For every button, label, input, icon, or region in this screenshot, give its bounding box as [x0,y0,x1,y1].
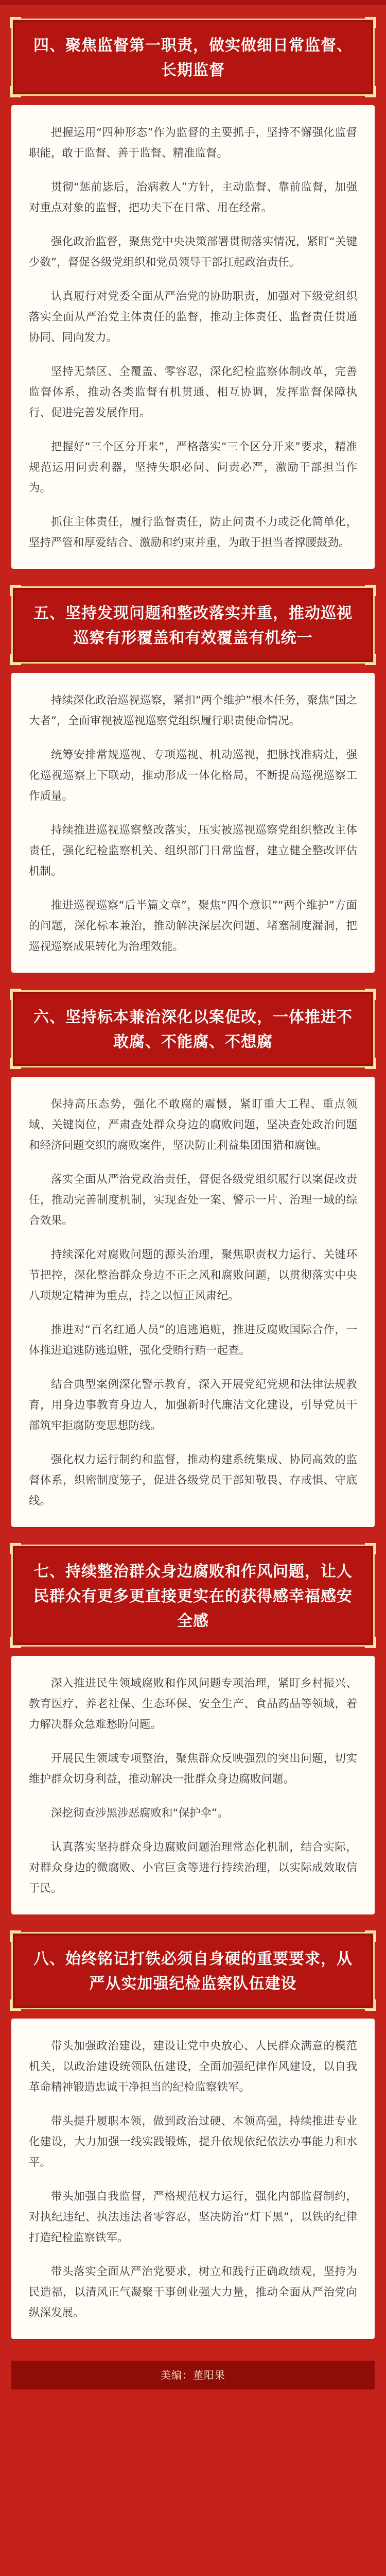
corner-ornament [10,654,21,665]
paragraph: 开展民生领域专项整治，聚焦群众反映强烈的突出问题，切实维护群众切身利益，推动解决一批群众身边腐败问题。 [29,1752,357,1786]
corner-ornament [10,1058,21,1069]
corner-ornament [365,1999,376,2011]
corner-ornament [10,1637,21,1648]
section-title: 四、聚焦监督第一职责，做实做细日常监督、长期监督 [33,37,353,79]
corner-ornament [365,17,376,28]
section-four [11,5,375,573]
corner-ornament [365,1058,376,1069]
corner-ornament [365,585,376,596]
section-title: 七、持续整治群众身边腐败和作风问题，让人民群众有更多更直接更实在的获得感幸福感安全感 [33,1563,353,1630]
corner-ornament [10,86,21,97]
section-title: 五、坚持发现问题和整改落实并重，推动巡视巡察有形覆盖和有效覆盖有机统一 [33,604,353,647]
corner-ornament [10,989,21,1000]
section-six [11,977,375,1531]
section-eight [11,1919,375,2343]
section-header [11,19,375,96]
section-body [11,1656,375,1914]
paragraph: 认真落实坚持群众身边腐败问题治理常态化机制，结合实际，对群众身边的微腐败、小官巨贪等进行持续治理，以实际成效取信于民。 [29,1841,357,1895]
corner-ornament [365,86,376,97]
paragraph: 结合典型案例深化警示教育，深入开展党纪党规和法律法规教育，用身边事教育身边人，加强新时代廉洁文化建设，引导党员干部筑牢拒腐防变思想防线。 [29,1378,357,1432]
section-header [11,1932,375,2009]
section-header [11,1545,375,1647]
section-title: 六、坚持标本兼治深化以案促改，一体推进不敢腐、不能腐、不想腐 [33,1008,353,1051]
paragraph: 持续深化对腐败问题的源头治理，聚焦职责权力运行、关键环节把控，深化整治群众身边不正之风和腐败问题，以贯彻落实中央八项规定精神为重点，持之以恒正风肃纪。 [29,1248,357,1302]
paragraph: 坚持无禁区、全覆盖、零容忍，深化纪检监察体制改革，完善监督体系，推动各类监督有机贯通、相互协调，发挥监督保障执行、促进完善发展作用。 [29,365,357,419]
corner-ornament [10,17,21,28]
paragraph: 认真履行对党委全面从严治党的协助职责，加强对下级党组织落实全面从严治党主体责任的监督，推动主体责任、监督责任贯通协同、同向发力。 [29,290,357,344]
paragraph: 深入推进民生领域腐败和作风问题专项治理，紧盯乡村振兴、教育医疗、养老社保、生态环保、安全生产、食品药品等领域，着力解决群众急难愁盼问题。 [29,1677,357,1731]
paragraph: 保持高压态势，强化不敢腐的震慑，紧盯重大工程、重点领域、关键岗位，严肃查处群众身边的腐败问题，坚决查处政治问题和经济问题交织的腐败案件，坚决防止利益集团围猎和腐蚀。 [29,1098,357,1152]
paragraph: 带头提升履职本领，做到政治过硬、本领高强，持续推进专业化建设，大力加强一线实践锻炼，提升依规依纪依法办事能力和水平。 [29,2115,357,2169]
paragraph: 推进巡视巡察“后半篇文章”，聚焦“四个意识”“两个维护”方面的问题，深化标本兼治，推动解决深层次问题、堵塞制度漏洞，把巡视巡察成果转化为治理效能。 [29,899,357,953]
paragraph: 抓住主体责任，履行监督责任，防止问责不力或泛化简单化，坚持严管和厚爱结合、激励和约束并重，为敢于担当者撑腰鼓劲。 [29,516,357,549]
corner-ornament [365,989,376,1000]
section-body [11,673,375,973]
paragraph: 强化政治监督，聚焦党中央决策部署贯彻落实情况，紧盯“关键少数”，督促各级党组织和党员领导干部扛起政治责任。 [29,235,357,269]
paragraph: 深挖彻查涉黑涉恶腐败和“保护伞”。 [51,1807,229,1820]
corner-ornament [10,585,21,596]
section-five [11,573,375,977]
paragraph: 强化权力运行制约和监督，推动构建系统集成、协同高效的监督体系，织密制度笼子，促进各级党员干部知敬畏、存戒惧、守底线。 [29,1453,357,1507]
corner-ornament [10,1543,21,1554]
paragraph: 把握运用“四种形态”作为监督的主要抓手，坚持不懈强化监督职能，敢于监督、善于监督、精准监督。 [29,126,357,160]
section-header [11,586,375,664]
corner-ornament [365,1543,376,1554]
section-seven [11,1531,375,1919]
paragraph: 把握好“三个区分开来”，严格落实“三个区分开来”要求，精准规范运用问责利器，坚持失职必问、问责必严，激励干部担当作为。 [29,440,357,495]
paragraph: 持续深化政治巡视巡察，紧扣“两个维护”根本任务，聚焦“国之大者”，全面审视被巡视巡察党组织履行职责使命情况。 [29,694,357,727]
corner-ornament [365,654,376,665]
paragraph: 持续推进巡视巡察整改落实，压实被巡视巡察党组织整改主体责任，强化纪检监察机关、组织部门日常监督，建立健全整改评估机制。 [29,824,357,878]
section-body [11,2019,375,2339]
section-title: 八、始终铭记打铁必须自身硬的重要要求，从严从实加强纪检监察队伍建设 [33,1950,353,1993]
paragraph: 带头加强自我监督，严格规范权力运行，强化内部监督制约，对执纪违纪、执法违法者零容忍，坚决防治“灯下黑”，以铁的纪律打造纪检监察铁军。 [29,2190,357,2244]
paragraph: 落实全面从严治党政治责任，督促各级党组织履行以案促改责任，推动完善制度机制，实现查处一案、警示一片、治理一域的综合效果。 [29,1173,357,1227]
corner-ornament [365,1930,376,1942]
top-strip [0,0,386,5]
paragraph: 带头加强政治建设，建设让党中央放心、人民群众满意的模范机关，以政治建设统领队伍建设，全面加强纪律作风建设，以自我革命精神锻造忠诚干净担当的纪检监察铁军。 [29,2040,357,2094]
section-body [11,105,375,569]
corner-ornament [10,1930,21,1942]
editor-credit: 美编：董阳果 [11,2361,375,2389]
corner-ornament [10,1999,21,2011]
section-body [11,1077,375,1527]
paragraph: 带头落实全面从严治党要求，树立和践行正确政绩观，坚持为民造福，以清风正气凝聚干事创业强大力量，推动全面从严治党向纵深发展。 [29,2265,357,2319]
section-header [11,990,375,1067]
paragraph: 统筹安排常规巡视、专项巡视、机动巡视，把脉找准病灶，强化巡视巡察上下联动，推动形成一体化格局，不断提高巡视巡察工作质量。 [29,749,357,803]
paragraph: 推进对“百名红通人员”的追逃追赃，推进反腐败国际合作，一体推进追逃防逃追赃，强化受贿行贿一起查。 [29,1324,357,1357]
paragraph: 贯彻“惩前毖后，治病救人”方针，主动监督、靠前监督，加强对重点对象的监督，把功夫下在日常、用在经常。 [29,181,357,214]
corner-ornament [365,1637,376,1648]
